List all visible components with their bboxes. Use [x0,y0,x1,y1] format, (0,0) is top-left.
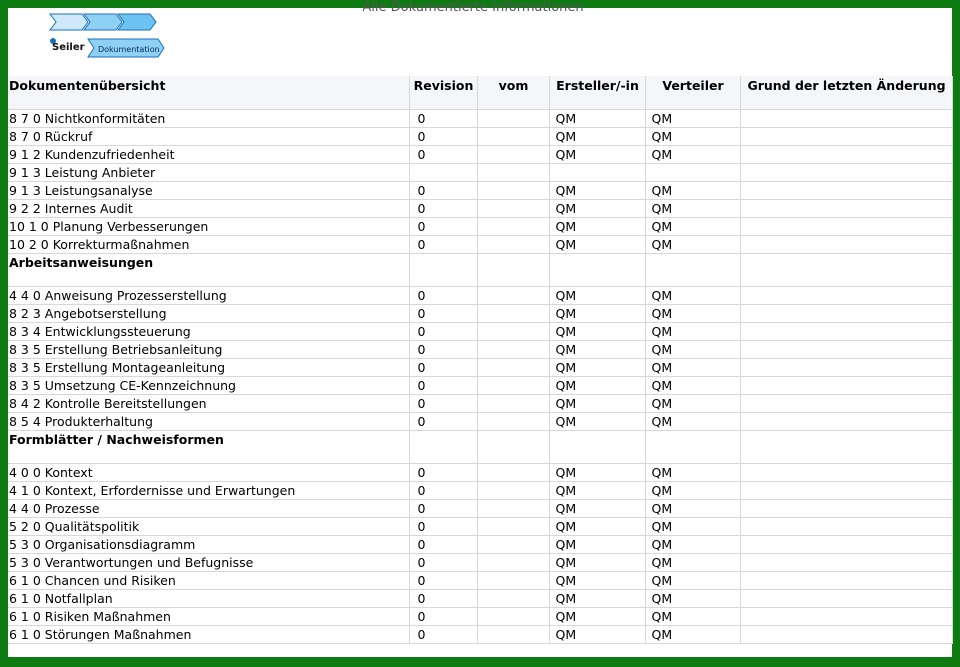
cell-document-name: 4 0 0 Kontext [8,464,409,482]
cell-ersteller: QM [549,626,645,644]
cell-document-name: 10 1 0 Planung Verbesserungen [8,218,409,236]
cell-grund [740,518,952,536]
cell-document-name: 9 2 2 Internes Audit [8,200,409,218]
cell-revision: 0 [409,590,477,608]
cell-grund [740,395,952,413]
cell-grund [740,110,952,128]
table-row [8,341,952,359]
cell-vom [477,218,549,236]
cell-revision: 0 [409,110,477,128]
cell-grund [740,218,952,236]
table-row [8,464,952,482]
table-row [8,536,952,554]
cell-verteiler: QM [645,128,740,146]
cell-vom [477,287,549,305]
cell-ersteller: QM [549,554,645,572]
cell-verteiler: QM [645,200,740,218]
table-row [8,110,952,128]
cell-verteiler: QM [645,305,740,323]
cell-ersteller: QM [549,464,645,482]
logo-brand: Seiler [52,42,85,53]
cell-document-name: 8 5 4 Produkterhaltung [8,413,409,431]
cell-revision: 0 [409,146,477,164]
cell-verteiler: QM [645,110,740,128]
cell-vom [477,377,549,395]
cell-revision: 0 [409,536,477,554]
table-header-row [8,76,952,110]
table-row [8,128,952,146]
cell-grund [740,626,952,644]
cell-document-name: 6 1 0 Notfallplan [8,590,409,608]
cell-revision: 0 [409,218,477,236]
cell-verteiler: QM [645,482,740,500]
cell-verteiler: QM [645,218,740,236]
table-row [8,608,952,626]
cell-document-name: 4 4 0 Anweisung Prozesserstellung [8,287,409,305]
cell-revision: 0 [409,518,477,536]
table-row [8,359,952,377]
table-row [8,323,952,341]
cell-verteiler: QM [645,413,740,431]
table-row [8,218,952,236]
empty-cell [645,254,740,287]
cell-revision: 0 [409,359,477,377]
cell-grund [740,500,952,518]
cell-ersteller: QM [549,518,645,536]
cell-document-name: 6 1 0 Störungen Maßnahmen [8,626,409,644]
cell-verteiler: QM [645,554,740,572]
cell-revision: 0 [409,287,477,305]
cell-document-name: 4 4 0 Prozesse [8,500,409,518]
table-row [8,287,952,305]
cell-vom [477,626,549,644]
cell-verteiler: QM [645,236,740,254]
cell-vom [477,128,549,146]
cell-vom [477,323,549,341]
cell-revision: 0 [409,305,477,323]
cell-revision: 0 [409,128,477,146]
table-row [8,500,952,518]
cell-vom [477,590,549,608]
cell-grund [740,413,952,431]
cell-vom [477,359,549,377]
section-title: Formblätter / Nachweisformen [8,431,409,464]
cell-ersteller: QM [549,395,645,413]
section-header-row [8,254,952,287]
cell-vom [477,482,549,500]
cell-ersteller: QM [549,413,645,431]
cell-document-name: 8 2 3 Angebotserstellung [8,305,409,323]
table-row [8,572,952,590]
cell-ersteller: QM [549,128,645,146]
cell-document-name: 8 7 0 Nichtkonformitäten [8,110,409,128]
cell-ersteller: QM [549,218,645,236]
cell-document-name: 4 1 0 Kontext, Erfordernisse und Erwartungen [8,482,409,500]
cell-grund [740,323,952,341]
empty-cell [549,254,645,287]
cell-grund [740,572,952,590]
document-title: Alle Dokumentierte Informationen [362,0,584,15]
table-row [8,146,952,164]
table-row [8,200,952,218]
cell-revision: 0 [409,341,477,359]
cell-verteiler: QM [645,146,740,164]
cell-revision: 0 [409,554,477,572]
cell-vom [477,146,549,164]
cell-vom [477,413,549,431]
cell-document-name: 8 3 5 Erstellung Betriebsanleitung [8,341,409,359]
cell-verteiler: QM [645,572,740,590]
cell-ersteller [549,164,645,182]
cell-document-name: 10 2 0 Korrekturmaßnahmen [8,236,409,254]
cell-grund [740,554,952,572]
header-verteiler: Verteiler [645,76,740,110]
cell-document-name: 6 1 0 Chancen und Risiken [8,572,409,590]
cell-grund [740,287,952,305]
cell-document-name: 5 3 0 Verantwortungen und Befugnisse [8,554,409,572]
cell-document-name: 9 1 2 Kundenzufriedenheit [8,146,409,164]
document-sheet [8,0,952,657]
cell-verteiler: QM [645,536,740,554]
cell-document-name: 8 7 0 Rückruf [8,128,409,146]
cell-grund [740,608,952,626]
cell-verteiler: QM [645,359,740,377]
cell-vom [477,608,549,626]
cell-ersteller: QM [549,323,645,341]
cell-verteiler: QM [645,626,740,644]
header-dokumentenuebersicht: Dokumentenübersicht [8,76,409,110]
cell-vom [477,341,549,359]
cell-ersteller: QM [549,146,645,164]
empty-cell [409,254,477,287]
cell-document-name: 6 1 0 Risiken Maßnahmen [8,608,409,626]
cell-verteiler: QM [645,608,740,626]
document-overview-table [8,76,953,644]
cell-vom [477,536,549,554]
cell-grund [740,146,952,164]
cell-document-name: 9 1 3 Leistungsanalyse [8,182,409,200]
cell-verteiler: QM [645,182,740,200]
cell-revision: 0 [409,200,477,218]
table-row [8,182,952,200]
cell-vom [477,500,549,518]
cell-ersteller: QM [549,359,645,377]
table-row [8,164,952,182]
cell-revision: 0 [409,182,477,200]
cell-ersteller: QM [549,608,645,626]
cell-verteiler: QM [645,464,740,482]
cell-grund [740,236,952,254]
cell-document-name: 5 2 0 Qualitätspolitik [8,518,409,536]
cell-ersteller: QM [549,236,645,254]
cell-document-name: 9 1 3 Leistung Anbieter [8,164,409,182]
cell-grund [740,464,952,482]
cell-vom [477,182,549,200]
cell-vom [477,236,549,254]
cell-ersteller: QM [549,572,645,590]
cell-revision: 0 [409,323,477,341]
cell-verteiler [645,164,740,182]
cell-grund [740,590,952,608]
cell-verteiler: QM [645,590,740,608]
cell-revision: 0 [409,608,477,626]
cell-vom [477,464,549,482]
table-row [8,395,952,413]
empty-cell [477,254,549,287]
cell-grund [740,341,952,359]
table-row [8,590,952,608]
table-body [8,110,952,644]
cell-vom [477,200,549,218]
cell-grund [740,200,952,218]
cell-document-name: 8 3 5 Erstellung Montageanleitung [8,359,409,377]
cell-revision: 0 [409,395,477,413]
cell-ersteller: QM [549,341,645,359]
cell-verteiler: QM [645,287,740,305]
table-row [8,518,952,536]
cell-vom [477,395,549,413]
table-row [8,377,952,395]
cell-document-name: 8 4 2 Kontrolle Bereitstellungen [8,395,409,413]
cell-ersteller: QM [549,200,645,218]
section-title: Arbeitsanweisungen [8,254,409,287]
table-row [8,554,952,572]
cell-revision: 0 [409,464,477,482]
cell-grund [740,482,952,500]
cell-ersteller: QM [549,500,645,518]
empty-cell [549,431,645,464]
cell-document-name: 5 3 0 Organisationsdiagramm [8,536,409,554]
cell-vom [477,305,549,323]
cell-grund [740,359,952,377]
cell-grund [740,377,952,395]
cell-revision: 0 [409,482,477,500]
cell-grund [740,128,952,146]
cell-document-name: 8 3 4 Entwicklungssteuerung [8,323,409,341]
cell-vom [477,164,549,182]
cell-verteiler: QM [645,323,740,341]
table-row [8,626,952,644]
empty-cell [740,254,952,287]
cell-revision: 0 [409,236,477,254]
logo-subtitle: Dokumentation [98,45,160,54]
cell-grund [740,305,952,323]
cell-grund [740,182,952,200]
cell-ersteller: QM [549,377,645,395]
cell-revision: 0 [409,500,477,518]
cell-ersteller: QM [549,110,645,128]
header-grund: Grund der letzten Änderung [740,76,952,110]
cell-vom [477,572,549,590]
cell-revision [409,164,477,182]
cell-revision: 0 [409,377,477,395]
cell-revision: 0 [409,626,477,644]
cell-verteiler: QM [645,341,740,359]
cell-verteiler: QM [645,518,740,536]
header-vom: vom [477,76,549,110]
table-row [8,305,952,323]
cell-revision: 0 [409,413,477,431]
company-logo [46,11,161,59]
cell-document-name: 8 3 5 Umsetzung CE-Kennzeichnung [8,377,409,395]
cell-ersteller: QM [549,182,645,200]
cell-vom [477,518,549,536]
cell-vom [477,554,549,572]
cell-ersteller: QM [549,305,645,323]
empty-cell [740,431,952,464]
cell-grund [740,536,952,554]
cell-grund [740,164,952,182]
empty-cell [477,431,549,464]
cell-verteiler: QM [645,500,740,518]
cell-ersteller: QM [549,536,645,554]
empty-cell [409,431,477,464]
cell-verteiler: QM [645,377,740,395]
empty-cell [645,431,740,464]
section-header-row [8,431,952,464]
cell-revision: 0 [409,572,477,590]
cell-vom [477,110,549,128]
cell-ersteller: QM [549,482,645,500]
cell-ersteller: QM [549,287,645,305]
header-ersteller: Ersteller/-in [549,76,645,110]
cell-ersteller: QM [549,590,645,608]
header-revision: Revision [409,76,477,110]
cell-verteiler: QM [645,395,740,413]
table-row [8,482,952,500]
table-row [8,413,952,431]
table-row [8,236,952,254]
